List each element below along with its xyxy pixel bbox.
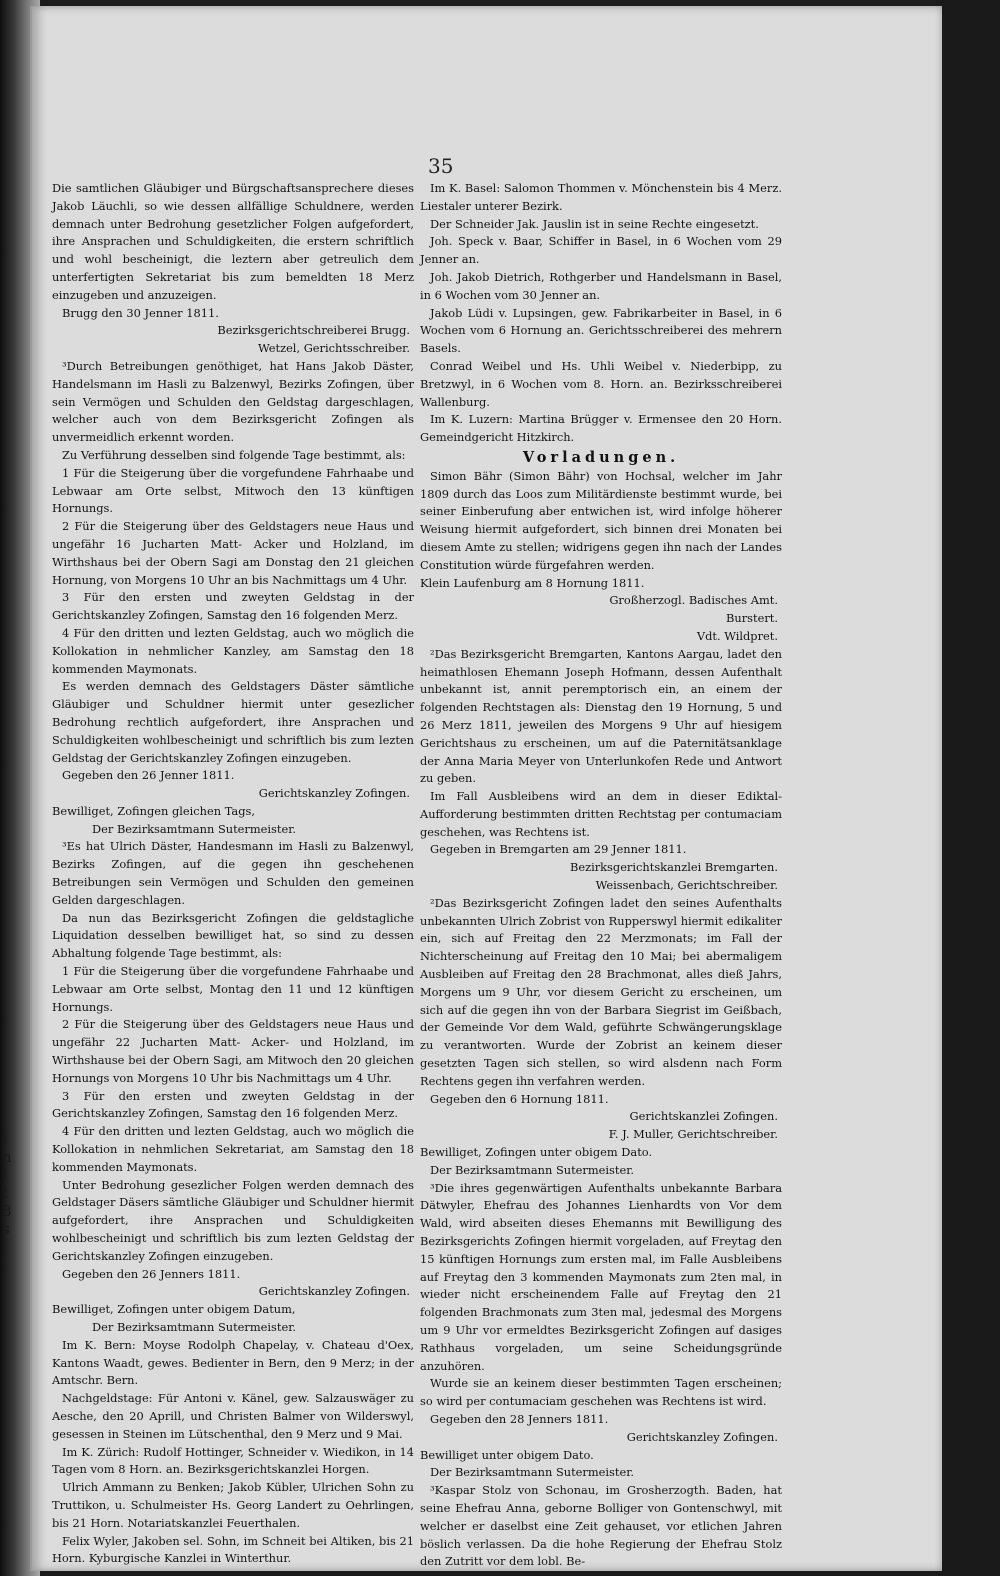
section-heading: Vorladungen. <box>522 448 680 466</box>
page-number: 35 <box>428 154 454 178</box>
text-paragraph: Conrad Weibel und Hs. Uhli Weibel v. Niederbipp, zu Bretzwyl, in 6 Wochen vom 8. Horn. an. Bezirksschreiberei Wallenburg. <box>420 358 782 409</box>
text-paragraph: 4 Für den dritten und lezten Geldstag, auch wo möglich die Kollokation in nehmlichen Sekretariat, am Samstag den 18 kommenden Maymonats. <box>52 1124 414 1174</box>
fragment-glyph: i <box>2 1130 7 1148</box>
text-paragraph: Es werden demnach des Geldstagers Däster sämtliche Gläubiger und Schuldner hiermit unter gesezlicher Bedrohung rechtlich aufgefordert, ihre Ansprachen und Schuldigkeiten wohlbescheinigt und schriftlich bis zum lezten Geldstag der Gerichtskanzley Zofingen einzugeben. <box>52 679 414 765</box>
text-paragraph: Gegeben den 26 Jenner 1811. <box>62 768 235 783</box>
text-paragraph: Da nun das Bezirksgericht Zofingen die geldstagliche Liquidation desselben bewilliget hat, so sind zu dessen Abhaltung folgende Tage bestimmt, als: <box>52 910 414 961</box>
text-paragraph: Der Bezirksamtmann Sutermeister. <box>430 1465 635 1480</box>
text-paragraph: 1 Für die Steigerung über die vorgefundene Fahrhaabe und Lebwaar am Orte selbst, Mitwoch den 13 künftigen Hornungs. <box>52 465 414 516</box>
text-paragraph: Gegeben in Bremgarten am 29 Jenner 1811. <box>430 842 687 857</box>
signature-line: Bezirksgerichtskanzlei Bremgarten. <box>569 860 778 875</box>
text-paragraph: Der Bezirksamtmann Sutermeister. <box>92 1320 297 1334</box>
text-paragraph: Im K. Bern: Moyse Rodolph Chapelay, v. Chateau d'Oex, Kantons Waadt, gewes. Bedienter in Bern, den 9 Merz; in der Amtschr. Bern. <box>52 1337 414 1388</box>
text-paragraph: Der Bezirksamtmann Sutermeister. <box>92 821 297 836</box>
text-paragraph: Der Schneider Jak. Jauslin ist in seine Rechte eingesetzt. <box>430 216 759 231</box>
text-paragraph: Gegeben den 6 Hornung 1811. <box>430 1091 609 1106</box>
signature-line: Gerichtskanzley Zofingen. <box>258 1284 410 1299</box>
text-paragraph: ²Das Bezirksgericht Bremgarten, Kantons Aargau, ladet den heimathlosen Ehemann Joseph Hofmann, dessen Aufenthalt unbekannt ist, annit peremptorisch ein, an einem der folgenden Rechtstagen als: Dienstag den 19 Hornung, 5 und 26 Merz 1811, jeweilen des Morgens 9 Uhr auf hiesigem Gerichtshaus zu erscheinen, um auf die Paternitätsanklage der Anna Maria Meyer von Unterlunkofen Rede und Antwort zu geben. <box>420 646 782 786</box>
signature-line: Vdt. Wildpret. <box>696 628 778 643</box>
signature-line: Weissenbach, Gerichtschreiber. <box>595 878 778 893</box>
signature-line: Wetzel, Gerichtsschreiber. <box>257 341 410 356</box>
left-column <box>52 180 414 1566</box>
text-paragraph: 3 Für den ersten und zweyten Geldstag in der Gerichtskanzley Zofingen, Samstag den 16 folgenden Merz. <box>52 590 414 623</box>
signature-line: Burstert. <box>726 611 778 626</box>
signature-line: F. J. Muller, Gerichtschreiber. <box>608 1127 778 1142</box>
text-paragraph: Jakob Lüdi v. Lupsingen, gew. Fabrikarbeiter in Basel, in 6 Wochen vom 6 Hornung an. Gerichtsschreiberei des mehrern Basels. <box>420 305 782 356</box>
text-paragraph: ³Es hat Ulrich Däster, Handesmann im Hasli zu Balzenwyl, Bezirks Zofingen, auf die gegen ihn geschehenen Betreibungen sein Vermögen und Schulden den gemeinen Gelden dargeschlagen. <box>52 839 414 907</box>
text-paragraph: Im K. Luzern: Martina Brügger v. Ermensee den 20 Horn. Gemeindgericht Hitzkirch. <box>420 412 782 445</box>
text-paragraph: Simon Bähr (Simon Bähr) von Hochsal, welcher im Jahr 1809 durch das Loos zum Militärdienste bestimmt wurde, bei seiner Einberufung aber entwichen ist, wird infolge höherer Weisung hiermit aufgefordert, sich binnen drei Monaten bei diesem Amte zu stellen; widrigens gegen ihn nach der Landes Constitution würde fürgefahren werden. <box>420 468 782 572</box>
signature-line: Gerichtskanzley Zofingen. <box>258 786 410 801</box>
fragment-glyph: I <box>2 1166 8 1184</box>
text-paragraph: 4 Für den dritten und lezten Geldstag, auch wo möglich die Kollokation in nehmlicher Kanzley, am Samstag den 18 kommenden Maymonats. <box>52 625 414 676</box>
text-paragraph: Im K. Zürich: Rudolf Hottinger, Schneider v. Wiedikon, in 14 Tagen vom 8 Horn. an. Bezirksgerichtskanzlei Horgen. <box>52 1444 414 1477</box>
text-paragraph: Unter Bedrohung gesezlicher Folgen werden demnach des Geldstager Däsers sämtliche Gläubiger und Schuldner hiermit aufgefordert, ihre Ansprachen und Schuldigkeiten wohlbescheinigt und schriftlich bis zum lezten Geldstag der Gerichtskanzley Zofingen einzugeben. <box>52 1177 414 1263</box>
text-paragraph: Ulrich Ammann zu Benken; Jakob Kübler, Ulrichen Sohn zu Truttikon, u. Schulmeister Hs. Georg Landert zu Oehrlingen, bis 21 Horn. Notariatskanzlei Feuerthalen. <box>52 1480 414 1530</box>
text-paragraph: Gegeben den 26 Jenners 1811. <box>62 1266 241 1281</box>
text-paragraph: Joh. Speck v. Baar, Schiffer in Basel, in 6 Wochen vom 29 Jenner an. <box>420 234 782 267</box>
signature-line: Gerichtskanzlei Zofingen. <box>629 1109 778 1124</box>
scan-background <box>940 0 1000 1576</box>
signature-line: Gerichtskanzley Zofingen. <box>626 1429 778 1444</box>
text-paragraph: Bewilliget, Zofingen unter obigem Datum, <box>52 1302 296 1317</box>
text-paragraph: ³Kaspar Stolz von Schonau, im Grosherzogth. Baden, hat seine Ehefrau Anna, geborne Bolliger von Gontenschwyl, mit welcher er daselbst eine Zeit gehauset, vor etlichen Jahren böslich verlassen. Da die hohe Regierung der Ehefrau Stolz den Zutritt vor dem lobl. Be- <box>420 1483 782 1569</box>
fragment-glyph: s <box>2 1220 10 1238</box>
text-paragraph: 2 Für die Steigerung über des Geldstagers neue Haus und ungefähr 16 Jucharten Matt- Acker und Holzland, im Wirthshaus bei der Obern Sagi am Donstag den 21 gleichen Hornung, von Morgens 10 Uhr an bis Nachmittags um 4 Uhr. <box>52 519 414 587</box>
text-paragraph: ³Durch Betreibungen genöthiget, hat Hans Jakob Däster, Handelsmann im Hasli zu Balzenwyl, Bezirks Zofingen, über sein Vermögen und Schulden den Geldstag dargeschlagen, welcher auch von dem Bezirksgericht Zofingen als unvermeidlich erkennt worden. <box>52 358 414 445</box>
signature-line: Bezirksgerichtschreiberei Brugg. <box>217 323 410 338</box>
text-paragraph: ³Die ihres gegenwärtigen Aufenthalts unbekannte Barbara Dätwyler, Ehefrau des Johannes Lienhardts von Vor dem Wald, wird abseiten dieses Ehemanns mit Bewilligung des Bezirksgerichts Zofingen hiermit vorgeladen, auf Freytag den 15 künftigen Hornungs zum ersten mal, im Falle Ausbleibens auf Freytag den 3 kommenden Maymonats zum 2ten mal, in wieder nicht erscheinendem Falle auf Freytag den 21 folgenden Brachmonats zum 3ten mal, jedesmal des Morgens um 9 Uhr vor ermeldtes Bezirksgericht Zofingen auf dasiges Rathhaus vorgeladen, um seine Scheidungsgründe anzuhören. <box>420 1180 782 1373</box>
text-paragraph: Bewilliget, Zofingen gleichen Tags, <box>52 803 255 818</box>
fragment-glyph: i <box>2 1238 7 1256</box>
text-paragraph: Der Bezirksamtmann Sutermeister. <box>430 1162 635 1177</box>
text-paragraph: Zu Verführung desselben sind folgende Tage bestimmt, als: <box>62 447 406 462</box>
text-paragraph: Wurde sie an keinem dieser bestimmten Tagen erscheinen; so wird per contumaciam geschehen was Rechtens ist wird. <box>420 1376 782 1409</box>
fragment-glyph: t <box>2 1184 9 1202</box>
facing-page-fragments <box>2 1130 14 1256</box>
text-paragraph: Felix Wyler, Jakoben sel. Sohn, im Schneit bei Altiken, bis 21 Horn. Kyburgische Kanzlei in Winterthur. <box>52 1533 414 1566</box>
text-paragraph: Gegeben den 28 Jenners 1811. <box>430 1411 609 1426</box>
text-paragraph: Im K. Basel: Salomon Thommen v. Mönchenstein bis 4 Merz. Liestaler unterer Bezirk. <box>420 181 782 213</box>
text-paragraph: Im Fall Ausbleibens wird an dem in dieser Ediktal-Aufforderung bestimmten dritten Rechtstag per contumaciam geschehen, was Rechtens ist. <box>420 789 782 839</box>
right-column <box>420 180 782 1569</box>
fragment-glyph: 8 <box>2 1202 12 1220</box>
text-paragraph: Nachgeldstage: Für Antoni v. Känel, gew. Salzauswäger zu Aesche, den 20 Aprill, und Christen Balmer von Wilderswyl, gesessen in Steinen im Lütschenthal, den 9 Merz und 9 Mai. <box>52 1391 414 1441</box>
text-paragraph: Joh. Jakob Dietrich, Rothgerber und Handelsmann in Basel, in 6 Wochen vom 30 Jenner an. <box>420 269 782 302</box>
text-paragraph: Klein Laufenburg am 8 Hornung 1811. <box>420 575 645 590</box>
text-paragraph: 3 Für den ersten und zweyten Geldstag in der Gerichtskanzley Zofingen, Samstag den 16 folgenden Merz. <box>52 1088 414 1121</box>
signature-line: Großherzogl. Badisches Amt. <box>609 593 778 608</box>
text-paragraph: 2 Für die Steigerung über des Geldstagers neue Haus und ungefähr 22 Jucharten Matt- Acker- und Holzland, im Wirthshause bei der Obern Sagi, am Mitwoch den 20 gleichen Hornungs von Morgens 10 Uhr bis Nachmittags um 4 Uhr. <box>52 1017 414 1085</box>
text-paragraph: Bewilliget, Zofingen unter obigem Dato. <box>420 1145 653 1160</box>
text-paragraph: 1 Für die Steigerung über die vorgefundene Fahrhaabe und Lebwaar am Orte selbst, Montag den 11 und 12 künftigen Hornungs. <box>52 964 414 1014</box>
text-paragraph: ²Das Bezirksgericht Zofingen ladet den seines Aufenthalts unbekannten Ulrich Zobrist von Rupperswyl hiermit edikaliter ein, sich auf Freitag den 22 Merzmonats; im Fall der Nichterscheinung auf Freitag den 10 Mai; bei abermaligem Ausbleiben auf Freitag den 28 Brachmonat, alles dieß Jahrs, Morgens um 9 Uhr, vor diesem Gericht zu erscheinen, um sich auf die gegen ihn von der Barbara Siegrist im Geißbach, der Gemeinde Vor dem Wald, geführte Schwängerungsklage zu verantworten. Wurde der Zobrist an keinem dieser gesetzten Tagen sich stellen, so wird alsdenn nach Form Rechtens gegen ihn verfahren werden. <box>420 895 782 1088</box>
fragment-glyph: n <box>2 1148 12 1166</box>
text-paragraph: Die samtlichen Gläubiger und Bürgschaftsansprechere dieses Jakob Läuchli, so wie dessen allfällige Schuldnere, werden demnach unter Bedrohung gesetzlicher Folgen aufgefordert, ihre Ansprachen und Schuldigkeiten, die erstern schriftlich und wohl bescheinigt, die leztern aber getreulich dem unterfertigten Sekretariat bis zum bemeldten 18 Merz einzugeben und anzuzeigen. <box>52 181 414 302</box>
text-paragraph: Bewilliget unter obigem Dato. <box>420 1447 594 1462</box>
text-paragraph: Brugg den 30 Jenner 1811. <box>62 305 219 320</box>
